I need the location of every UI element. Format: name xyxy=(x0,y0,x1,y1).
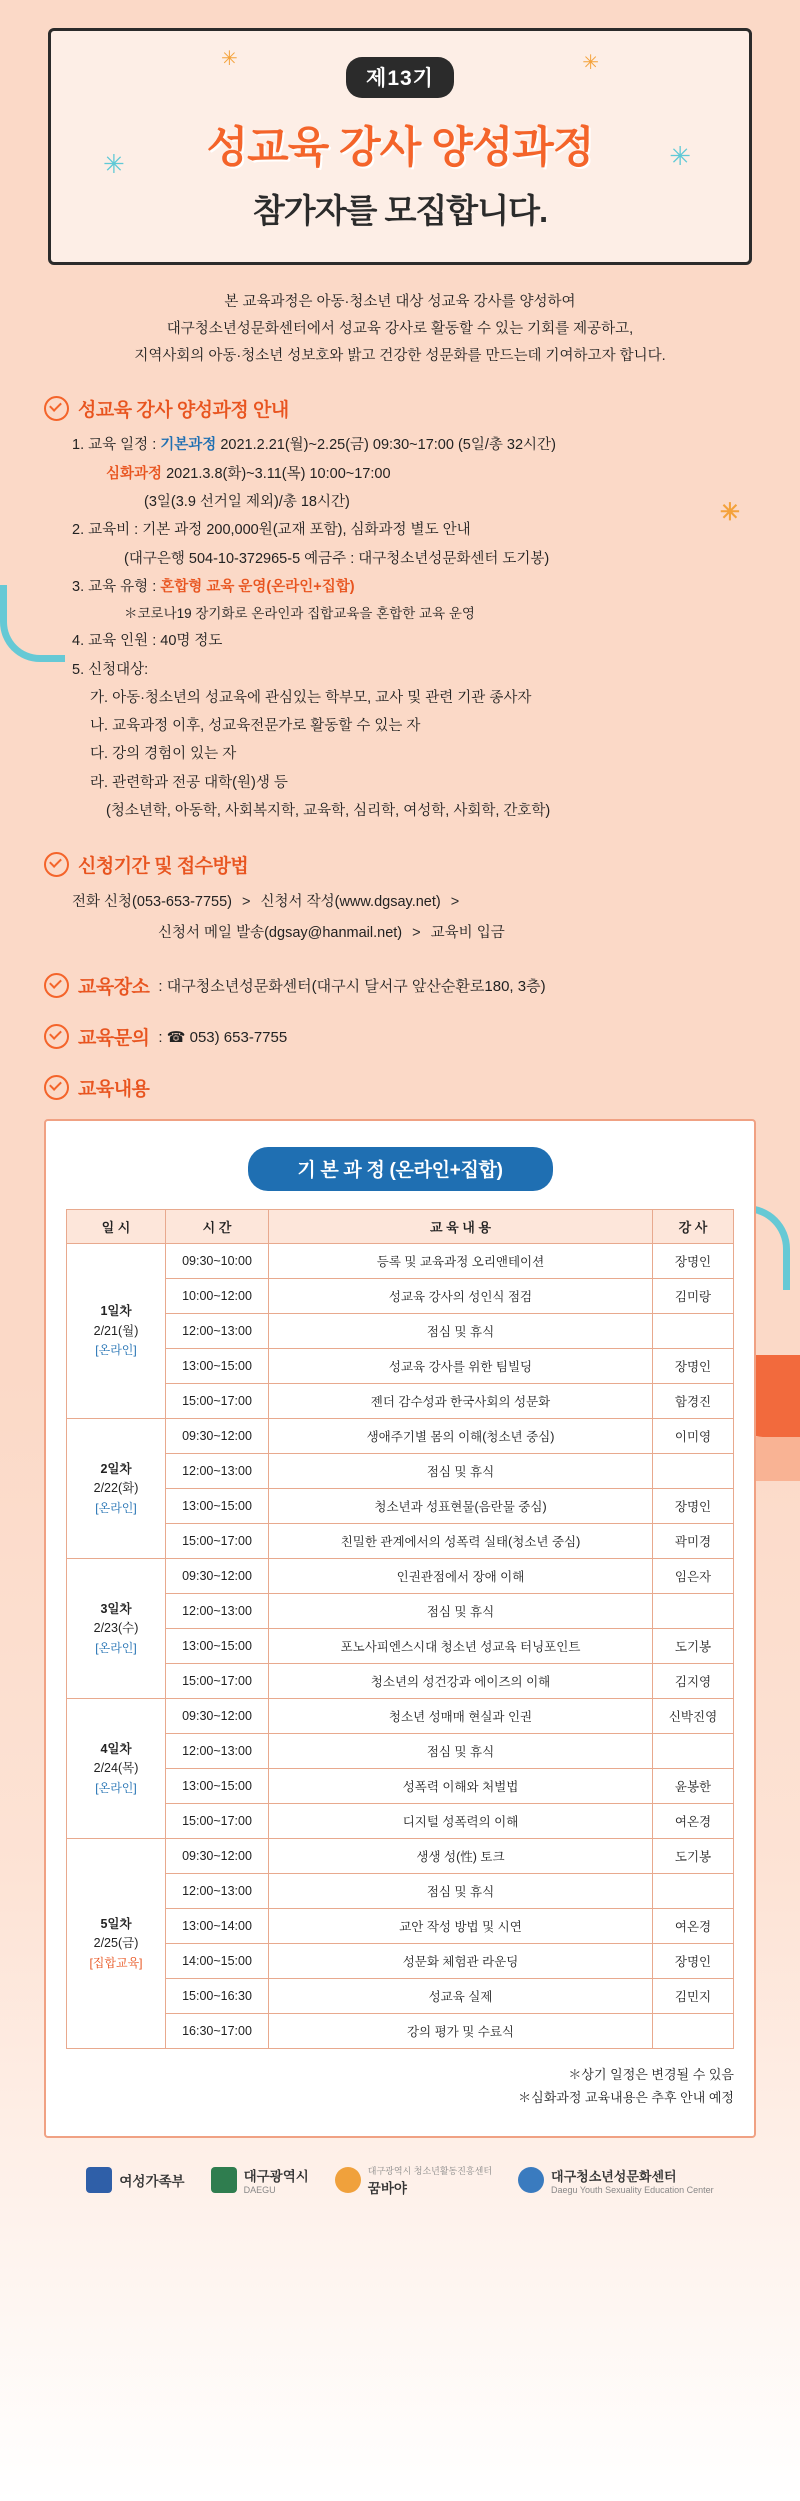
logo-kkumbaya xyxy=(335,2164,492,2197)
apply-step-payment: 교육비 입금 xyxy=(430,924,505,941)
cell-content: 생애주기별 몸의 이해(청소년 중심) xyxy=(269,1419,653,1454)
cell-content: 교안 작성 방법 및 시연 xyxy=(269,1909,653,1944)
section-contact xyxy=(44,1023,756,1050)
logo-label: 대구청소년성문화센터 xyxy=(551,2168,677,2184)
cell-content: 성폭력 이해와 처벌법 xyxy=(269,1769,653,1804)
table-row xyxy=(67,1804,734,1839)
section-place xyxy=(44,972,756,999)
cell-content: 청소년 성매매 현실과 인권 xyxy=(269,1699,653,1734)
cell-time: 09:30~10:00 xyxy=(166,1244,269,1279)
day-date: 2/23(수) xyxy=(93,1621,139,1636)
cell-teacher: 도기봉 xyxy=(653,1839,734,1874)
section-body xyxy=(72,431,756,825)
note-1: ＊상기 일정은 변경될 수 있음 xyxy=(568,2067,734,2083)
schedule-notes xyxy=(66,2063,734,2110)
table-row xyxy=(67,1454,734,1489)
schedule-card xyxy=(44,1119,756,2138)
cell-content: 젠더 감수성과 한국사회의 성문화 xyxy=(269,1384,653,1419)
cell-teacher xyxy=(653,1314,734,1349)
check-circle-icon xyxy=(44,1024,69,1049)
day-mode: [온라인] xyxy=(95,1640,137,1655)
day-number: 4일차 xyxy=(100,1741,132,1756)
basic-course-label: 기본과정 xyxy=(160,437,217,454)
cell-teacher: 여온경 xyxy=(653,1804,734,1839)
section-curriculum xyxy=(44,1074,756,1101)
target-row-d: 라. 관련학과 전공 대학(원)생 등 xyxy=(90,774,288,791)
basic-course-value: 2021.2.21(월)~2.25(금) 09:30~17:00 (5일/총 32시간) xyxy=(220,437,556,454)
table-row xyxy=(67,1629,734,1664)
cell-time: 09:30~12:00 xyxy=(166,1419,269,1454)
section-title: 교육문의 xyxy=(78,1028,150,1050)
cell-content: 디지털 성폭력의 이해 xyxy=(269,1804,653,1839)
header-banner xyxy=(48,28,752,265)
cell-day xyxy=(67,1244,166,1419)
cell-teacher xyxy=(653,1594,734,1629)
logo-label: 여성가족부 xyxy=(119,2174,185,2190)
cell-teacher: 신박진영 xyxy=(653,1699,734,1734)
cell-teacher xyxy=(653,1454,734,1489)
table-row xyxy=(67,1279,734,1314)
table-head xyxy=(67,1210,734,1244)
cell-time: 13:00~15:00 xyxy=(166,1769,269,1804)
cell-time: 12:00~13:00 xyxy=(166,1314,269,1349)
section-apply xyxy=(44,851,756,948)
section-course-guide xyxy=(44,395,756,825)
logo-ministry xyxy=(86,2167,184,2193)
capacity-row: 4. 교육 인원 : 40명 정도 xyxy=(72,633,223,650)
table-row xyxy=(67,1349,734,1384)
cell-time: 15:00~17:00 xyxy=(166,1384,269,1419)
col-header-date: 일 시 xyxy=(67,1210,166,1244)
table-row xyxy=(67,1244,734,1279)
cell-time: 12:00~13:00 xyxy=(166,1594,269,1629)
table-header-row xyxy=(67,1210,734,1244)
schedule-label: 1. 교육 일정 : xyxy=(72,437,157,454)
section-title: 교육내용 xyxy=(78,1079,150,1101)
cell-teacher: 도기봉 xyxy=(653,1629,734,1664)
cell-day xyxy=(67,1699,166,1839)
poster-subtitle: 참가자를 모집합니다. xyxy=(252,192,548,229)
apply-step-line-2 xyxy=(72,918,756,948)
logo-label: 대구광역시 xyxy=(243,2169,309,2185)
cell-time: 12:00~13:00 xyxy=(166,1734,269,1769)
sparkle-icon: ✳ xyxy=(719,499,740,526)
cell-time: 15:00~16:30 xyxy=(166,1979,269,2014)
apply-step-form[interactable]: 신청서 작성(www.dgsay.net) xyxy=(260,894,441,911)
cell-teacher: 장명인 xyxy=(653,1489,734,1524)
cell-time: 15:00~17:00 xyxy=(166,1664,269,1699)
table-row xyxy=(67,2014,734,2049)
logo-daegu-city xyxy=(211,2165,309,2195)
cell-content: 점심 및 휴식 xyxy=(269,1874,653,1909)
cell-day xyxy=(67,1419,166,1559)
type-label: 3. 교육 유형 : xyxy=(72,578,157,595)
cell-content: 점심 및 휴식 xyxy=(269,1594,653,1629)
check-circle-icon xyxy=(44,1075,69,1100)
target-row-b: 나. 교육과정 이후, 성교육전문가로 활동할 수 있는 자 xyxy=(90,718,421,735)
section-title: 신청기간 및 접수방법 xyxy=(78,856,249,878)
kkumbaya-logo-icon xyxy=(335,2167,361,2193)
table-row xyxy=(67,1489,734,1524)
table-row xyxy=(67,1979,734,2014)
intro-line-3: 지역사회의 아동·청소년 성보호와 밝고 건강한 성문화를 만드는데 기여하고자 합니다. xyxy=(134,347,666,364)
center-logo-icon xyxy=(518,2167,544,2193)
cell-content: 친밀한 관계에서의 성폭력 실태(청소년 중심) xyxy=(269,1524,653,1559)
apply-step-line-1 xyxy=(72,887,756,917)
cell-day xyxy=(67,1839,166,2049)
cell-teacher: 김지영 xyxy=(653,1664,734,1699)
cell-teacher: 김민지 xyxy=(653,1979,734,2014)
section-body xyxy=(72,887,756,948)
day-date: 2/25(금) xyxy=(93,1936,139,1951)
target-row-a: 가. 아동·청소년의 성교육에 관심있는 학부모, 교사 및 관련 기관 종사자 xyxy=(90,689,532,706)
cell-teacher: 장명인 xyxy=(653,1349,734,1384)
arrow-icon: > xyxy=(450,894,460,911)
cell-time: 15:00~17:00 xyxy=(166,1524,269,1559)
logo-text-group xyxy=(244,2165,309,2195)
table-row xyxy=(67,1524,734,1559)
table-body xyxy=(67,1244,734,2049)
contact-value[interactable]: : ☎ 053) 653-7755 xyxy=(158,1028,288,1046)
ministry-logo-icon xyxy=(86,2167,112,2193)
logo-label: 꿈바야 xyxy=(367,2180,407,2196)
cell-time: 15:00~17:00 xyxy=(166,1804,269,1839)
cell-teacher xyxy=(653,1734,734,1769)
logo-text-group xyxy=(368,2164,492,2197)
day-date: 2/24(목) xyxy=(93,1761,139,1776)
section-title: 성교육 강사 양성과정 안내 xyxy=(78,400,289,422)
cell-content: 포노사피엔스시대 청소년 성교육 터닝포인트 xyxy=(269,1629,653,1664)
day-date: 2/22(화) xyxy=(93,1481,139,1496)
table-row xyxy=(67,1384,734,1419)
cell-time: 12:00~13:00 xyxy=(166,1454,269,1489)
apply-step-email[interactable]: 신청서 메일 발송(dgsay@hanmail.net) xyxy=(158,924,403,941)
sparkle-icon: ✳ xyxy=(221,48,238,70)
cell-content: 청소년과 성표현물(음란물 중심) xyxy=(269,1489,653,1524)
cell-time: 13:00~15:00 xyxy=(166,1349,269,1384)
cell-teacher: 장명인 xyxy=(653,1944,734,1979)
cell-content: 등록 및 교육과정 오리앤테이션 xyxy=(269,1244,653,1279)
check-circle-icon xyxy=(44,852,69,877)
section-header xyxy=(44,395,756,422)
arrow-icon: > xyxy=(412,924,421,941)
note-2: ＊심화과정 교육내용은 추후 안내 예정 xyxy=(518,2090,734,2106)
cell-time: 09:30~12:00 xyxy=(166,1699,269,1734)
cell-content: 생생 성(性) 토크 xyxy=(269,1839,653,1874)
cell-teacher: 임은자 xyxy=(653,1559,734,1594)
cell-teacher xyxy=(653,2014,734,2049)
col-header-teacher: 강 사 xyxy=(653,1210,734,1244)
footer-logos xyxy=(44,2164,756,2197)
cell-time: 13:00~15:00 xyxy=(166,1629,269,1664)
cell-content: 강의 평가 및 수료식 xyxy=(269,2014,653,2049)
table-row xyxy=(67,1839,734,1874)
cell-teacher: 윤봉한 xyxy=(653,1769,734,1804)
cell-content: 청소년의 성건강과 에이즈의 이해 xyxy=(269,1664,653,1699)
apply-step-phone: 전화 신청(053-653-7755) xyxy=(72,894,233,911)
day-date: 2/21(월) xyxy=(93,1323,139,1338)
cell-time: 09:30~12:00 xyxy=(166,1839,269,1874)
section-header xyxy=(44,851,756,878)
fee-row: 2. 교육비 : 기본 과정 200,000원(교재 포함), 심화과정 별도 안내 xyxy=(72,522,471,539)
cell-content: 성문화 체험관 라운딩 xyxy=(269,1944,653,1979)
cell-teacher: 여온경 xyxy=(653,1909,734,1944)
deep-course-label: 심화과정 xyxy=(106,465,163,482)
cell-teacher: 장명인 xyxy=(653,1244,734,1279)
col-header-time: 시 간 xyxy=(166,1210,269,1244)
deep-course-note: (3일(3.9 선거일 제외)/총 18시간) xyxy=(144,493,350,510)
target-row: 5. 신청대상: xyxy=(72,661,149,678)
intro-paragraph xyxy=(40,289,760,369)
type-value: 혼합형 교육 운영(온라인+집합) xyxy=(160,578,355,595)
cell-content: 성교육 강사의 성인식 점검 xyxy=(269,1279,653,1314)
table-row xyxy=(67,1559,734,1594)
poster-title: 성교육 강사 양성과정 xyxy=(206,124,594,172)
cell-content: 점심 및 휴식 xyxy=(269,1314,653,1349)
table-row xyxy=(67,1909,734,1944)
intro-line-1: 본 교육과정은 아동·청소년 대상 성교육 강사를 양성하여 xyxy=(224,294,576,310)
cell-time: 14:00~15:00 xyxy=(166,1944,269,1979)
cell-time: 13:00~15:00 xyxy=(166,1489,269,1524)
section-header xyxy=(44,1074,756,1101)
intro-line-2: 대구청소년성문화센터에서 성교육 강사로 활동할 수 있는 기회를 제공하고, xyxy=(166,320,634,337)
schedule-caption: 기 본 과 정 (온라인+집합) xyxy=(248,1147,553,1191)
logo-center xyxy=(518,2166,714,2195)
logo-text-group xyxy=(551,2166,714,2195)
cell-content: 점심 및 휴식 xyxy=(269,1454,653,1489)
table-row xyxy=(67,1769,734,1804)
daegu-city-logo-icon xyxy=(211,2167,237,2193)
sparkle-icon: ✳ xyxy=(103,149,125,179)
fee-account-row: (대구은행 504-10-372965-5 예금주 : 대구청소년성문화센터 도기봉) xyxy=(124,550,550,567)
decorative-blob-left xyxy=(0,585,65,662)
cell-content: 인권관점에서 장애 이해 xyxy=(269,1559,653,1594)
logo-sublabel: 대구광역시 청소년활동진흥센터 xyxy=(367,2165,493,2176)
section-title: 교육장소 xyxy=(78,977,150,999)
cell-teacher: 곽미경 xyxy=(653,1524,734,1559)
cell-teacher xyxy=(653,1874,734,1909)
cell-content: 성교육 실제 xyxy=(269,1979,653,2014)
table-row xyxy=(67,1944,734,1979)
check-circle-icon xyxy=(44,396,69,421)
deep-course-value: 2021.3.8(화)~3.11(목) 10:00~17:00 xyxy=(166,465,391,482)
cell-time: 10:00~12:00 xyxy=(166,1279,269,1314)
section-header xyxy=(44,972,756,999)
col-header-content: 교 육 내 용 xyxy=(269,1210,653,1244)
table-row xyxy=(67,1874,734,1909)
target-row-c: 다. 강의 경험이 있는 자 xyxy=(90,746,237,763)
day-mode: [온라인] xyxy=(95,1500,137,1515)
check-circle-icon xyxy=(44,973,69,998)
schedule-label-row xyxy=(72,431,756,459)
table-row xyxy=(67,1734,734,1769)
deep-course-row xyxy=(72,460,756,488)
logo-sublabel: Daegu Youth Sexuality Education Center xyxy=(551,2184,714,2195)
sparkle-icon: ✳ xyxy=(582,52,599,74)
cell-time: 16:30~17:00 xyxy=(166,2014,269,2049)
cell-teacher: 김미랑 xyxy=(653,1279,734,1314)
cell-time: 09:30~12:00 xyxy=(166,1559,269,1594)
arrow-icon: > xyxy=(242,894,251,911)
schedule-table xyxy=(66,1209,734,2049)
type-row xyxy=(72,573,756,601)
day-number: 1일차 xyxy=(100,1304,132,1319)
target-row-d-sub: (청소년학, 아동학, 사회복지학, 교육학, 심리학, 여성학, 사회학, 간호학) xyxy=(106,802,551,819)
day-number: 5일차 xyxy=(100,1916,132,1931)
cell-teacher: 이미영 xyxy=(653,1419,734,1454)
type-note: ＊코로나19 장기화로 온라인과 집합교육을 혼합한 교육 운영 xyxy=(124,606,475,622)
table-row xyxy=(67,1314,734,1349)
table-row xyxy=(67,1664,734,1699)
day-mode: [집합교육] xyxy=(89,1955,143,1970)
day-number: 2일차 xyxy=(100,1461,132,1476)
cell-content: 성교육 강사를 위한 팀빌딩 xyxy=(269,1349,653,1384)
day-mode: [온라인] xyxy=(95,1780,137,1795)
cell-teacher: 함경진 xyxy=(653,1384,734,1419)
table-row xyxy=(67,1594,734,1629)
table-row xyxy=(67,1419,734,1454)
logo-sublabel: DAEGU xyxy=(243,2185,276,2196)
table-row xyxy=(67,1699,734,1734)
section-header xyxy=(44,1023,756,1050)
cohort-badge: 제13기 xyxy=(346,57,454,98)
cell-content: 점심 및 휴식 xyxy=(269,1734,653,1769)
cell-day xyxy=(67,1559,166,1699)
day-number: 3일차 xyxy=(100,1601,132,1616)
sparkle-icon: ✳ xyxy=(669,141,691,171)
day-mode: [온라인] xyxy=(95,1343,137,1358)
cell-time: 13:00~14:00 xyxy=(166,1909,269,1944)
place-value: : 대구청소년성문화센터(대구시 달서구 앞산순환로180, 3층) xyxy=(158,978,546,996)
cell-time: 12:00~13:00 xyxy=(166,1874,269,1909)
